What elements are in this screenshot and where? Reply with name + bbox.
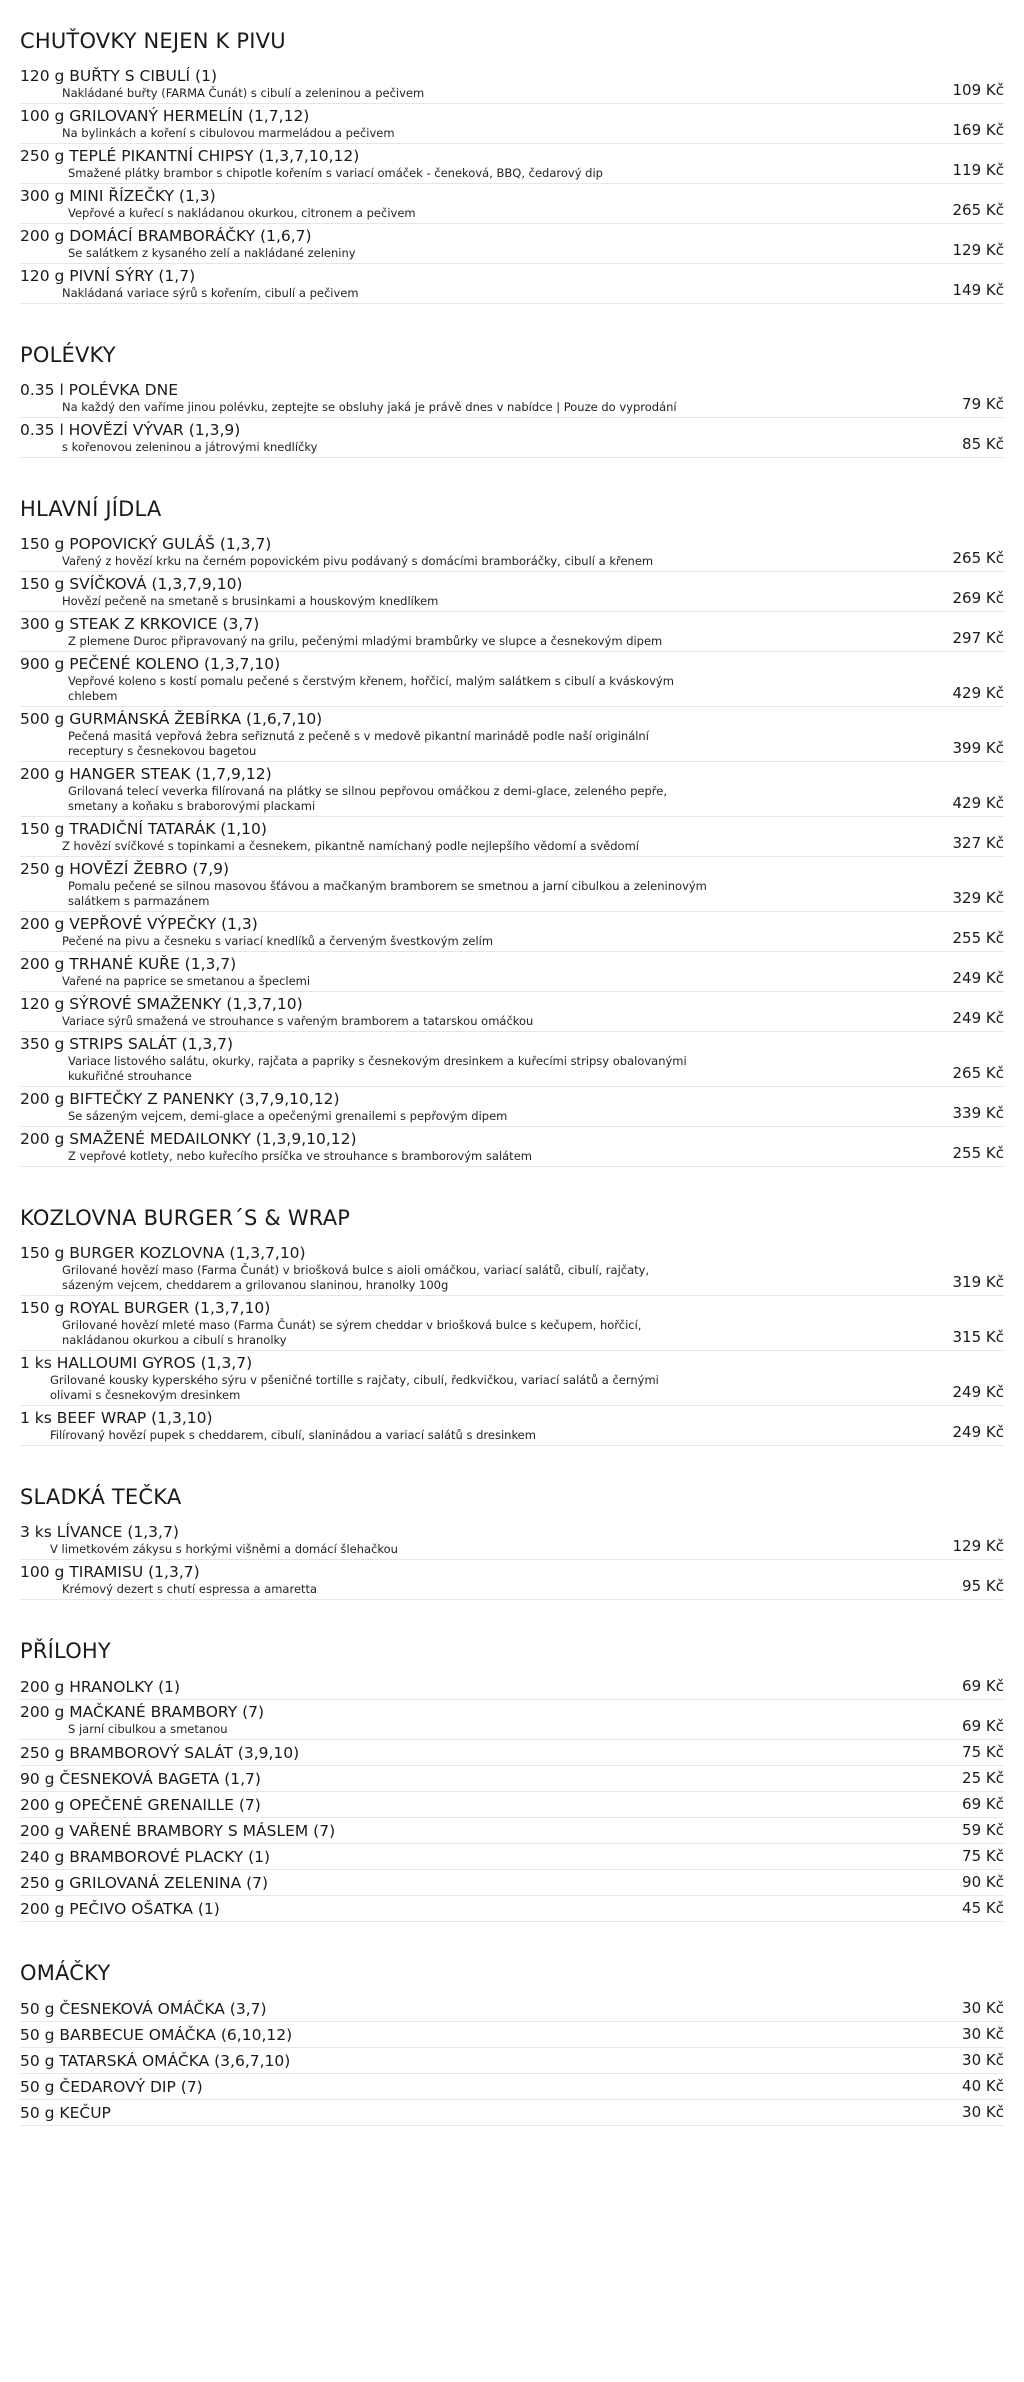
item-description: Pečené na pivu a česneku s variací knedlíků a červeným švestkovým zelím: [62, 934, 494, 948]
item-name: 3 ks LÍVANCE (1,3,7): [20, 1523, 179, 1541]
item-name: 50 g KEČUP: [20, 2103, 111, 2122]
item-description: Z plemene Duroc připravovaný na grilu, pečenými mladými brambůrky ve slupce a česnekovým dipem: [68, 634, 663, 648]
section-title: CHUŤOVKY NEJEN K PIVU: [20, 29, 286, 53]
item-name: 120 g SÝROVÉ SMAŽENKY (1,3,7,10): [20, 995, 303, 1013]
item-price: 30 Kč: [962, 2025, 1004, 2043]
item-description: Nakládaná variace sýrů s kořením, cibulí a pečivem: [62, 286, 359, 300]
item-price: 129 Kč: [952, 1537, 1004, 1555]
menu-item: [20, 652, 1004, 707]
item-price: 75 Kč: [962, 1743, 1004, 1761]
item-price: 69 Kč: [962, 1677, 1004, 1695]
menu-item: [20, 1674, 1004, 1700]
menu-item: [20, 224, 1004, 264]
menu-item: [20, 572, 1004, 612]
section-title: PŘÍLOHY: [20, 1639, 111, 1663]
item-price: 327 Kč: [952, 834, 1004, 852]
item-name: 200 g HANGER STEAK (1,7,9,12): [20, 765, 272, 783]
item-price: 59 Kč: [962, 1821, 1004, 1839]
menu-item: [20, 1351, 1004, 1406]
menu-item: [20, 912, 1004, 952]
item-description: Variace listového salátu, okurky, rajčata a papriky s česnekovým dresinkem a kuřecími stripsy obalovanými kukuřičné strouhance: [68, 1054, 687, 1083]
item-description: Grilované kousky kyperského sýru v pšeničné tortille s rajčaty, cibulí, ředkvičkou, variací salátů a černými olivami s česnekovým dresinkem: [50, 1373, 659, 1402]
item-name: 250 g GRILOVANÁ ZELENINA (7): [20, 1873, 269, 1892]
item-name: 200 g HRANOLKY (1): [20, 1677, 181, 1696]
menu-section-sladka-tecka: [20, 1482, 1004, 1600]
item-name: 120 g PIVNÍ SÝRY (1,7): [20, 267, 196, 285]
section-title: HLAVNÍ JÍDLA: [20, 497, 162, 521]
item-name: 250 g HOVĚZÍ ŽEBRO (7,9): [20, 860, 230, 878]
item-description: Pomalu pečené se silnou masovou šťávou a mačkaným bramborem se smetnou a jarní cibulkou a zeleninovým salátkem s parmazánem: [68, 879, 707, 908]
menu-item: [20, 1740, 1004, 1766]
item-price: 25 Kč: [962, 1769, 1004, 1787]
item-price: 265 Kč: [952, 549, 1004, 567]
item-name: 200 g VEPŘOVÉ VÝPEČKY (1,3): [20, 915, 258, 933]
item-price: 429 Kč: [952, 794, 1004, 812]
menu-item: [20, 2100, 1004, 2126]
item-description: Filírovaný hovězí pupek s cheddarem, cibulí, slaninádou a variací salátů s dresinkem: [50, 1428, 536, 1442]
menu-item: [20, 817, 1004, 857]
item-price: 129 Kč: [952, 241, 1004, 259]
item-description: Na každý den vaříme jinou polévku, zeptejte se obsluhy jaká je právě dnes v nabídce | Pouze do vyprodání: [62, 400, 677, 414]
item-description: Grilované hovězí maso (Farma Čunát) v briošková bulce s aioli omáčkou, variací salátů, cibulí, rajčaty, sázeným vejcem, cheddarem a grilovanou slaninou, hranolky 100g: [62, 1263, 650, 1292]
item-description: s kořenovou zeleninou a játrovými knedlíčky: [62, 440, 318, 454]
menu-item: [20, 857, 1004, 912]
menu-item: [20, 2022, 1004, 2048]
menu-item: [20, 1406, 1004, 1446]
item-name: 200 g BIFTEČKY Z PANENKY (3,7,9,10,12): [20, 1090, 340, 1108]
menu-item: [20, 184, 1004, 224]
menu-item: [20, 1896, 1004, 1922]
menu-item: [20, 1127, 1004, 1167]
item-description: Pečená masitá vepřová žebra seřiznutá z pečeně s v medově pikantní marinádě podle naší originální receptury s česnekovou bagetou: [68, 729, 649, 758]
menu-item: [20, 104, 1004, 144]
item-name: 250 g BRAMBOROVÝ SALÁT (3,9,10): [20, 1743, 300, 1762]
item-description: Se sázeným vejcem, demi-glace a opečenými grenailemi s pepřovým dipem: [68, 1109, 508, 1123]
item-name: 90 g ČESNEKOVÁ BAGETA (1,7): [20, 1769, 261, 1788]
item-description: Z vepřové kotlety, nebo kuřecího prsíčka ve strouhance s bramborovým salátem: [68, 1149, 532, 1163]
menu-item: [20, 952, 1004, 992]
item-price: 40 Kč: [962, 2077, 1004, 2095]
item-name: 0.35 l HOVĚZÍ VÝVAR (1,3,9): [20, 421, 241, 439]
menu-item: [20, 1560, 1004, 1600]
menu-item: [20, 64, 1004, 104]
menu-item: [20, 1296, 1004, 1351]
section-title: OMÁČKY: [20, 1961, 111, 1985]
menu-item: [20, 612, 1004, 652]
item-name: 240 g BRAMBOROVÉ PLACKY (1): [20, 1847, 271, 1866]
item-price: 265 Kč: [952, 1064, 1004, 1082]
item-name: 200 g MAČKANÉ BRAMBORY (7): [20, 1703, 265, 1721]
item-price: 249 Kč: [952, 969, 1004, 987]
item-description: Grilovaná telecí veverka filírovaná na plátky se silnou pepřovou omáčkou z demi-glace, zeleného pepře, smetany a koňaku s braborovými plackami: [68, 784, 667, 813]
item-description: Krémový dezert s chutí espressa a amaretta: [62, 1582, 318, 1596]
item-description: Z hovězí svíčkové s topinkami a česnekem, pikantně namíchaný podle nejlepšího vědomí a svědomí: [62, 839, 639, 853]
menu-item: [20, 1520, 1004, 1560]
item-name: 50 g TATARSKÁ OMÁČKA (3,6,7,10): [20, 2051, 291, 2070]
item-price: 149 Kč: [952, 281, 1004, 299]
item-name: 120 g BUŘTY S CIBULÍ (1): [20, 67, 217, 85]
menu-item: [20, 2048, 1004, 2074]
menu-section-hlavni-jidla: [20, 494, 1004, 1167]
section-title: KOZLOVNA BURGER´S & WRAP: [20, 1206, 351, 1230]
item-name: 1 ks BEEF WRAP (1,3,10): [20, 1409, 213, 1427]
menu-section-omacky: [20, 1958, 1004, 2126]
menu-item: [20, 532, 1004, 572]
section-title: SLADKÁ TEČKA: [20, 1485, 182, 1509]
menu-item: [20, 1844, 1004, 1870]
item-price: 169 Kč: [952, 121, 1004, 139]
menu-item: [20, 1032, 1004, 1087]
menu-item: [20, 1870, 1004, 1896]
item-price: 255 Kč: [952, 929, 1004, 947]
item-description: Vařené na paprice se smetanou a špeclemi: [62, 974, 311, 988]
item-price: 329 Kč: [952, 889, 1004, 907]
menu-item: [20, 762, 1004, 817]
item-price: 119 Kč: [952, 161, 1004, 179]
menu-section-chutovky-nejen-k-pivu: [20, 26, 1004, 304]
item-name: 0.35 l POLÉVKA DNE: [20, 381, 178, 399]
item-price: 45 Kč: [962, 1899, 1004, 1917]
item-price: 249 Kč: [952, 1383, 1004, 1401]
item-name: 150 g TRADIČNÍ TATARÁK (1,10): [20, 820, 267, 838]
item-description: Hovězí pečeně na smetaně s brusinkami a houskovým knedlíkem: [62, 594, 439, 608]
item-price: 79 Kč: [962, 395, 1004, 413]
item-price: 30 Kč: [962, 1999, 1004, 2017]
item-name: 350 g STRIPS SALÁT (1,3,7): [20, 1035, 234, 1053]
item-name: 200 g SMAŽENÉ MEDAILONKY (1,3,9,10,12): [20, 1130, 357, 1148]
item-name: 100 g TIRAMISU (1,3,7): [20, 1563, 200, 1581]
item-description: Variace sýrů smažená ve strouhance s vařeným bramborem a tatarskou omáčkou: [62, 1014, 534, 1028]
menu-section-prilohy: [20, 1636, 1004, 1922]
item-name: 50 g BARBECUE OMÁČKA (6,10,12): [20, 2025, 293, 2044]
item-name: 150 g ROYAL BURGER (1,3,7,10): [20, 1299, 271, 1317]
item-name: 200 g PEČIVO OŠATKA (1): [20, 1899, 220, 1918]
menu-item: [20, 144, 1004, 184]
menu-item: [20, 1241, 1004, 1296]
item-price: 249 Kč: [952, 1423, 1004, 1441]
item-description: Smažené plátky brambor s chipotle kořením s variací omáček - čeneková, BBQ, čedarový dip: [68, 166, 603, 180]
item-name: 500 g GURMÁNSKÁ ŽEBÍRKA (1,6,7,10): [20, 710, 323, 728]
item-name: 900 g PEČENÉ KOLENO (1,3,7,10): [20, 655, 281, 673]
menu-item: [20, 1700, 1004, 1740]
item-name: 50 g ČESNEKOVÁ OMÁČKA (3,7): [20, 1999, 267, 2018]
item-description: Na bylinkách a koření s cibulovou marmeládou a pečivem: [62, 126, 395, 140]
item-description: S jarní cibulkou a smetanou: [68, 1722, 228, 1736]
menu-item: [20, 1766, 1004, 1792]
item-price: 269 Kč: [952, 589, 1004, 607]
item-price: 255 Kč: [952, 1144, 1004, 1162]
menu-item: [20, 1996, 1004, 2022]
menu-section-kozlovna-burger-s-wrap: [20, 1203, 1004, 1446]
item-price: 249 Kč: [952, 1009, 1004, 1027]
menu-item: [20, 1087, 1004, 1127]
item-price: 265 Kč: [952, 201, 1004, 219]
item-price: 109 Kč: [952, 81, 1004, 99]
item-name: 200 g OPEČENÉ GRENAILLE (7): [20, 1795, 261, 1814]
item-description: Nakládané buřty (FARMA Čunát) s cibulí a zeleninou a pečivem: [62, 86, 425, 100]
item-name: 150 g BURGER KOZLOVNA (1,3,7,10): [20, 1244, 306, 1262]
item-description: Vepřové koleno s kostí pomalu pečené s čerstvým křenem, hořčicí, malým salátkem s cibulí a kváskovým chlebem: [68, 674, 674, 703]
menu-item: [20, 418, 1004, 458]
item-description: Vařený z hovězí krku na černém popovickém pivu podávaný s domácími bramboráčky, cibulí a křenem: [62, 554, 654, 568]
item-price: 85 Kč: [962, 435, 1004, 453]
item-price: 315 Kč: [952, 1328, 1004, 1346]
item-name: 100 g GRILOVANÝ HERMELÍN (1,7,12): [20, 107, 310, 125]
item-name: 300 g MINI ŘÍZEČKY (1,3): [20, 187, 216, 205]
item-name: 1 ks HALLOUMI GYROS (1,3,7): [20, 1354, 253, 1372]
section-title: POLÉVKY: [20, 343, 116, 367]
item-name: 150 g POPOVICKÝ GULÁŠ (1,3,7): [20, 535, 272, 553]
item-price: 90 Kč: [962, 1873, 1004, 1891]
item-name: 250 g TEPLÉ PIKANTNÍ CHIPSY (1,3,7,10,12): [20, 147, 360, 165]
item-name: 300 g STEAK Z KRKOVICE (3,7): [20, 615, 260, 633]
item-price: 339 Kč: [952, 1104, 1004, 1122]
menu-section-polevky: [20, 340, 1004, 458]
item-price: 30 Kč: [962, 2051, 1004, 2069]
menu-item: [20, 707, 1004, 762]
item-price: 69 Kč: [962, 1717, 1004, 1735]
item-price: 75 Kč: [962, 1847, 1004, 1865]
item-price: 429 Kč: [952, 684, 1004, 702]
item-description: Vepřové a kuřecí s nakládanou okurkou, citronem a pečivem: [68, 206, 416, 220]
item-description: V limetkovém zákysu s horkými višněmi a domácí šlehačkou: [50, 1542, 398, 1556]
menu-item: [20, 1818, 1004, 1844]
item-price: 95 Kč: [962, 1577, 1004, 1595]
item-price: 30 Kč: [962, 2103, 1004, 2121]
item-price: 319 Kč: [952, 1273, 1004, 1291]
item-description: Se salátkem z kysaného zelí a nakládané zeleniny: [68, 246, 356, 260]
menu-item: [20, 992, 1004, 1032]
item-name: 200 g DOMÁCÍ BRAMBORÁČKY (1,6,7): [20, 227, 312, 245]
menu-item: [20, 1792, 1004, 1818]
item-name: 200 g VAŘENÉ BRAMBORY S MÁSLEM (7): [20, 1821, 336, 1840]
item-price: 399 Kč: [952, 739, 1004, 757]
item-name: 150 g SVÍČKOVÁ (1,3,7,9,10): [20, 575, 243, 593]
item-description: Grilované hovězí mleté maso (Farma Čunát) se sýrem cheddar v briošková bulce s kečupem, hořčicí, nakládanou okurkou a cibulí s hranolky: [62, 1318, 642, 1347]
item-name: 200 g TRHANÉ KUŘE (1,3,7): [20, 955, 237, 973]
item-name: 50 g ČEDAROVÝ DIP (7): [20, 2077, 203, 2096]
item-price: 297 Kč: [952, 629, 1004, 647]
menu-item: [20, 378, 1004, 418]
menu-item: [20, 2074, 1004, 2100]
item-price: 69 Kč: [962, 1795, 1004, 1813]
menu-item: [20, 264, 1004, 304]
